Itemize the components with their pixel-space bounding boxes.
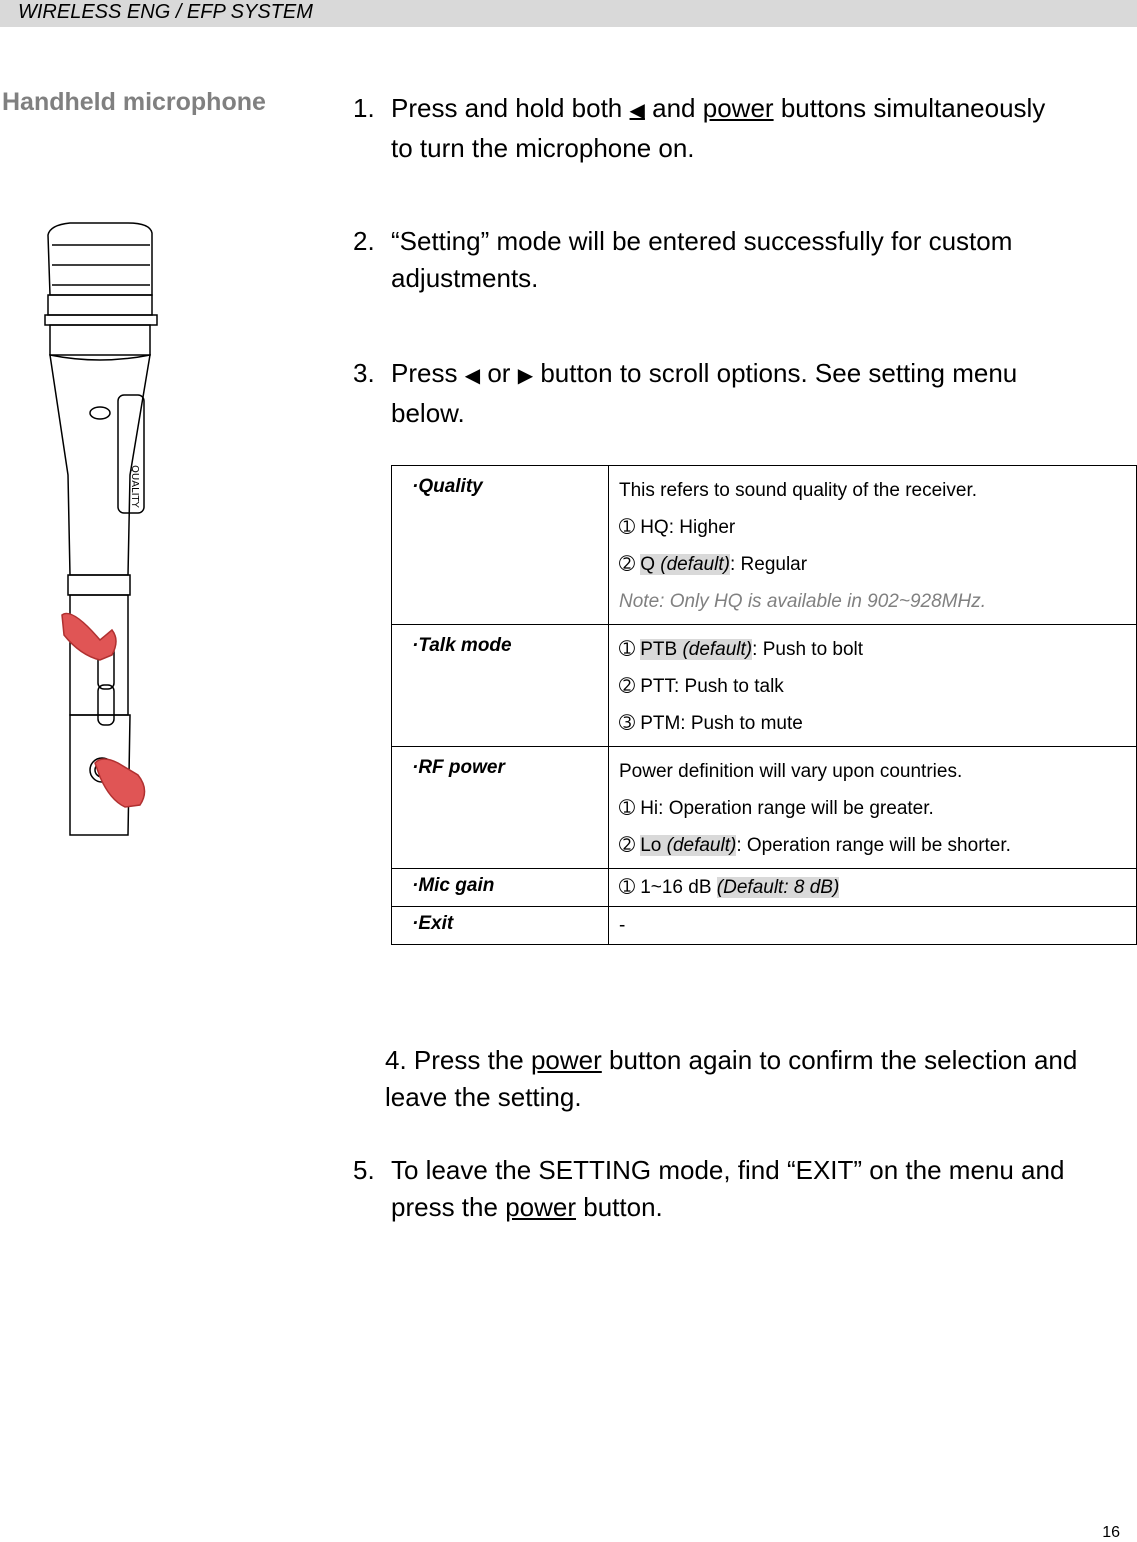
left-triangle-icon: ◀ [464, 365, 481, 387]
option-talk-mode: Talk mode [418, 635, 512, 656]
table-row: ·Mic gain ➀ 1~16 dB (Default: 8 dB) [392, 869, 1137, 907]
option-quality: Quality [418, 476, 483, 497]
right-triangle-icon: ▶ [517, 365, 534, 387]
option-mic-gain: Mic gain [418, 875, 495, 896]
settings-menu-table [391, 465, 1137, 945]
option-exit: Exit [418, 913, 454, 934]
table-row: ·Exit - [392, 907, 1137, 945]
led-icon [90, 407, 110, 419]
step-4: 4. Press the power button again to confirm the selection and leave the setting. [385, 1045, 1078, 1112]
header-title: WIRELESS ENG / EFP SYSTEM [18, 1, 313, 23]
section-title: Handheld microphone [2, 88, 266, 116]
grille-top [48, 223, 152, 295]
table-row: ·RF power Power definition will vary upon countries. ➀ Hi: Operation range will be greater. ➁ Lo (default): Operation range will be shorter. [392, 747, 1137, 869]
microphone-illustration [40, 215, 160, 845]
option-rf-power: RF power [418, 757, 505, 778]
header-bar [0, 0, 1137, 27]
table-row: ·Quality This refers to sound quality of the receiver. ➀ HQ: Higher ➁ Q (default): Regular Note: Only HQ is available in 902~928MHz. [392, 466, 1137, 625]
table-row: ·Talk mode ➀ PTB (default): Push to bolt ➁ PTT: Push to talk ➂ PTM: Push to mute [392, 625, 1137, 747]
left-triangle-icon: ◀ [629, 100, 645, 122]
svg-text:QUALITY: QUALITY [129, 465, 140, 508]
pointing-hand-icon [95, 759, 145, 807]
page-number: 16 [1102, 1524, 1120, 1541]
